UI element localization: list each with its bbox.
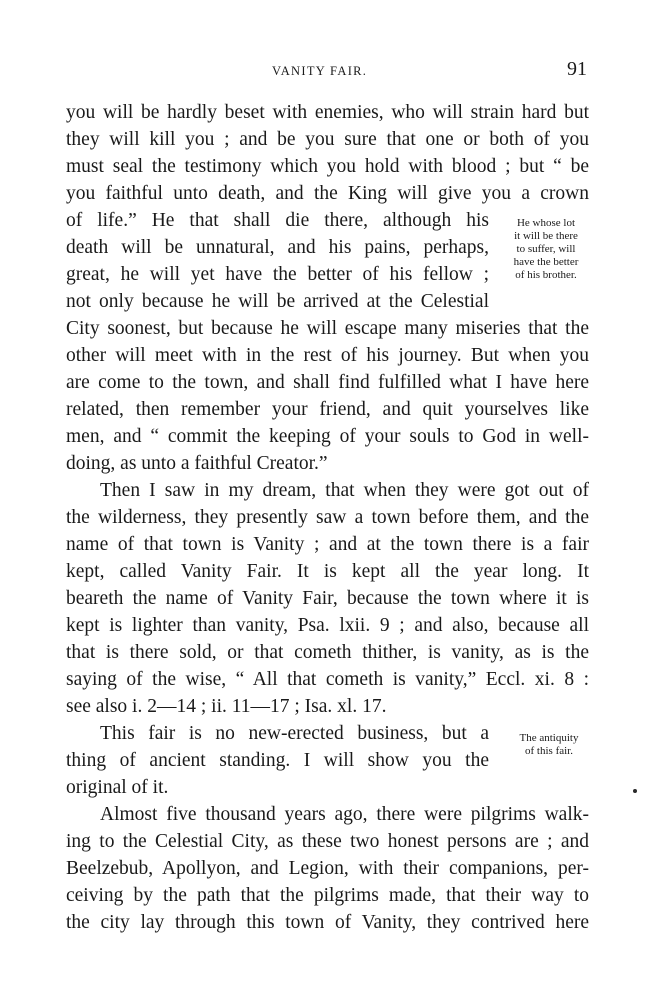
text-line: City soonest, but because he will escape many miseries that the <box>66 318 589 339</box>
text-line: related, then remember your friend, and quit yourselves like <box>66 399 589 420</box>
sidenote-line: it will be there <box>514 230 578 242</box>
text-line: saying of the wise, “ All that cometh is vanity,” Eccl. xi. 8 : <box>66 669 589 690</box>
text-line: men, and “ commit the keeping of your souls to God in well- <box>66 426 589 447</box>
margin-ink-dot <box>633 789 637 793</box>
sidenote-line: of his brother. <box>515 269 577 281</box>
text-line: are come to the town, and shall find fulfilled what I have here <box>66 372 589 393</box>
page-number: 91 <box>567 58 587 80</box>
text-line: the city lay through this town of Vanity, they contrived here <box>66 912 589 933</box>
text-line: death will be unnatural, and his pains, perhaps, <box>66 237 489 258</box>
text-line: not only because he will be arrived at the Celestial <box>66 291 489 312</box>
text-line: kept is lighter than vanity, Psa. lxii. 9 ; and also, because all <box>66 615 589 636</box>
text-line: kept, called Vanity Fair. It is kept all the year long. It <box>66 561 589 582</box>
sidenote-line: He whose lot <box>516 217 576 229</box>
text-line: ing to the Celestial City, as these two honest persons are ; and <box>66 831 589 852</box>
text-line: beareth the name of Vanity Fair, because the town where it is <box>66 588 589 609</box>
text-line: other will meet with in the rest of his journey. But when you <box>66 345 589 366</box>
sidenote-line: The antiquity <box>519 732 579 744</box>
text-line: thing of ancient standing. I will show you the <box>66 750 489 771</box>
sidenote-antiquity <box>505 732 593 758</box>
text-line: Then I saw in my dream, that when they were got out of <box>100 480 589 501</box>
sidenote-line: to suffer, will <box>516 243 576 255</box>
text-line: must seal the testimony which you hold with blood ; but “ be <box>66 156 589 177</box>
sidenote-line: have the better <box>513 256 579 268</box>
text-line: original of it. <box>66 777 169 798</box>
text-line: they will kill you ; and be you sure that one or both of you <box>66 129 589 150</box>
text-line: you will be hardly beset with enemies, who will strain hard but <box>66 102 589 123</box>
text-line: great, he will yet have the better of his fellow ; <box>66 264 489 285</box>
text-line: name of that town is Vanity ; and at the town there is a fair <box>66 534 589 555</box>
text-line: the wilderness, they presently saw a town before them, and the <box>66 507 589 528</box>
text-line: ceiving by the path that the pilgrims made, that their way to <box>66 885 589 906</box>
running-head <box>0 58 656 82</box>
text-line: that is there sold, or that cometh thither, is vanity, as is the <box>66 642 589 663</box>
text-line: Almost five thousand years ago, there were pilgrims walk- <box>100 804 589 825</box>
text-line: Beelzebub, Apollyon, and Legion, with their companions, per- <box>66 858 589 879</box>
text-line: of life.” He that shall die there, although his <box>66 210 489 231</box>
text-line: This fair is no new-erected business, but a <box>100 723 489 744</box>
running-title: VANITY FAIR. <box>272 64 368 78</box>
sidenote-line: of this fair. <box>525 745 573 757</box>
text-line: see also i. 2—14 ; ii. 11—17 ; Isa. xl. 17. <box>66 696 387 717</box>
text-line: you faithful unto death, and the King will give you a crown <box>66 183 589 204</box>
text-line: doing, as unto a faithful Creator.” <box>66 453 328 474</box>
sidenote-lot-to-suffer <box>500 217 592 282</box>
